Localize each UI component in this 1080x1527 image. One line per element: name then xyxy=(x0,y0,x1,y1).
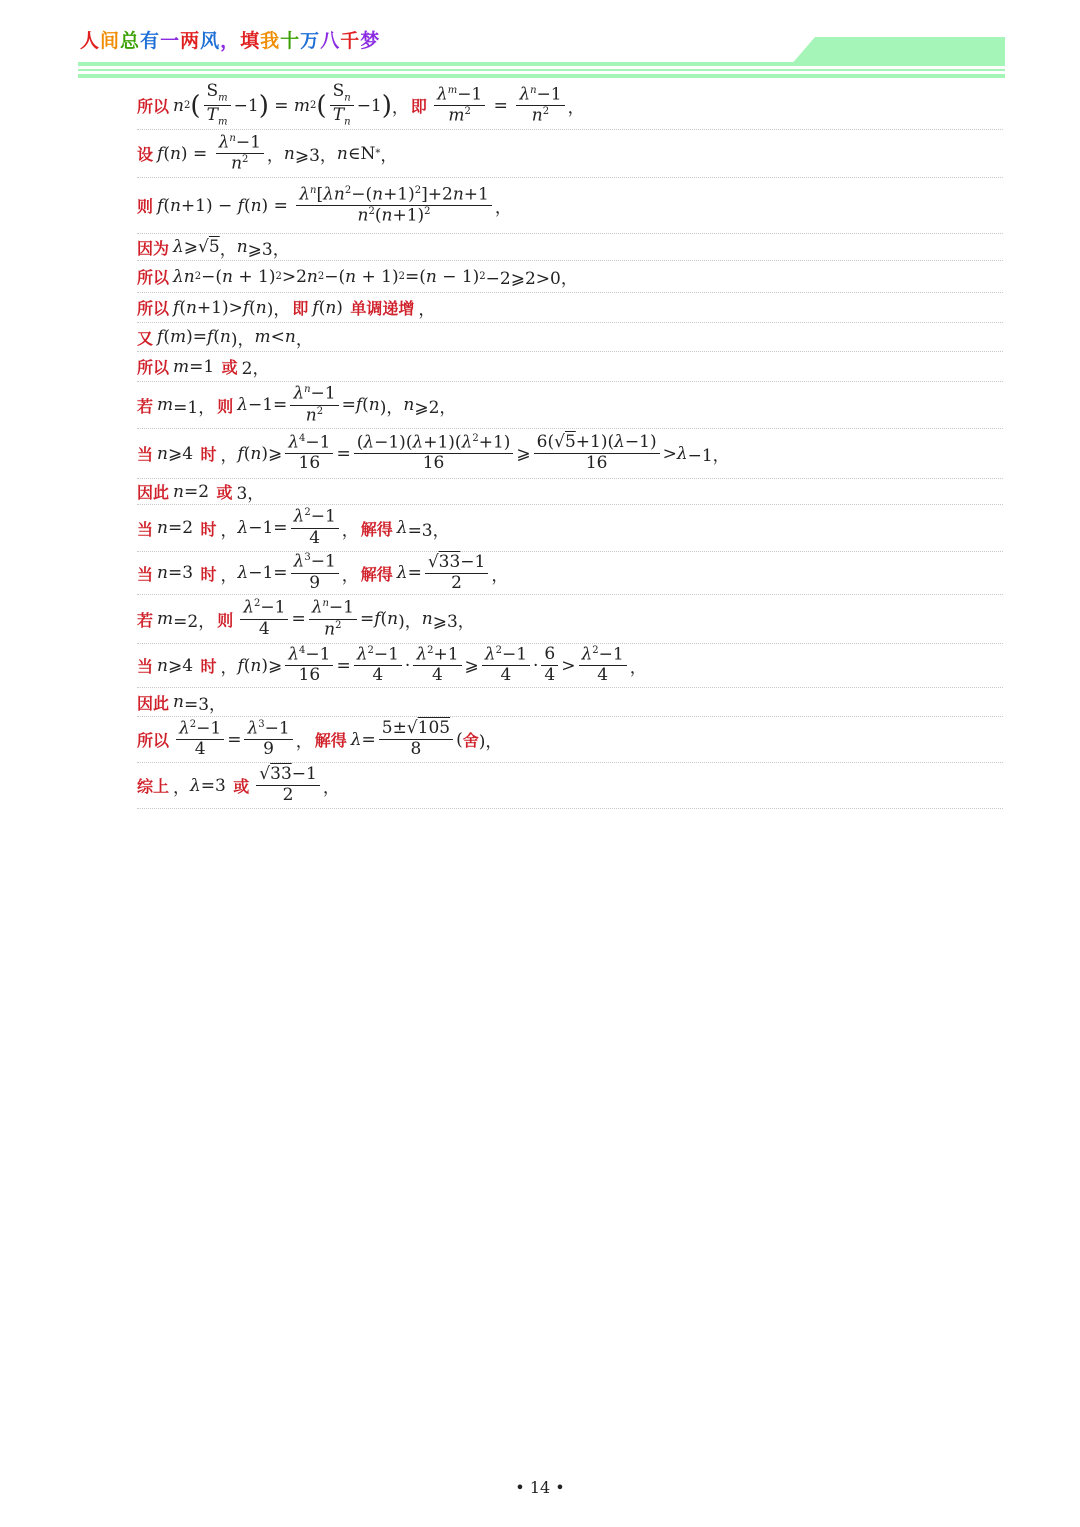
solution-line xyxy=(137,644,1003,688)
math-expression: ， f ( n )⩾ $\frac{\lambda^4-1}{16}$ = $\frac{(\lambda-1)(\lambda+1)(\lambda^2+1)}{16}$ ⩾ $\frac{6(√5+1)(\lambda-1)}{16}$ > λ −1， xyxy=(220,432,730,474)
step-label: 当 xyxy=(137,519,154,539)
step-label: 所以 xyxy=(137,299,170,318)
math-expression: )， xyxy=(478,732,503,752)
step-label: 即 xyxy=(410,97,427,116)
math-expression: m =2， xyxy=(157,609,216,632)
solution-line xyxy=(137,382,1003,429)
math-expression: $\frac{\lambda^2-1}{4}$ = $\frac{\lambda^n-1}{n^2}$ = f ( n )， n ⩾3， xyxy=(237,599,475,639)
math-expression: f ( n ) xyxy=(312,297,349,318)
step-label: 当 xyxy=(137,445,154,464)
math-expression: n ⩾4 xyxy=(157,443,199,464)
math-expression: ， λ −1= $\frac{\lambda^2-1}{4}$ ， xyxy=(220,506,359,548)
step-label: 所以 xyxy=(137,268,170,287)
math-expression: λ =3， xyxy=(396,518,450,541)
page-number: • 14 • xyxy=(515,1478,565,1497)
math-expression: n ⩾4 xyxy=(157,655,199,676)
math-expression: λ ⩾√ 5 ， n ⩾3， xyxy=(173,237,290,260)
step-label: 因此 xyxy=(137,483,170,502)
math-expression: $\frac{\lambda^2-1}{4}$ = $\frac{\lambda^3-1}{9}$ ， xyxy=(173,720,313,759)
math-expression: 2， xyxy=(241,359,270,379)
page-header xyxy=(0,0,1080,90)
math-expression: $\frac{\lambda^m-1}{m^2}$ = $\frac{\lambda^n-1}{n^2}$ ， xyxy=(431,86,585,126)
math-expression: n =3， xyxy=(173,692,227,715)
step-label: 当 xyxy=(137,657,154,676)
step-label: 所以 xyxy=(137,358,170,377)
step-label: 或 xyxy=(221,358,238,377)
step-label: 或 xyxy=(233,777,250,796)
step-label: 即 xyxy=(292,299,309,318)
step-label: 则 xyxy=(137,197,154,216)
step-label: 解得 xyxy=(360,564,393,584)
solution-line xyxy=(137,688,1003,717)
solution-line xyxy=(137,82,1003,130)
math-expression: ， f ( n )⩾ $\frac{\lambda^4-1}{16}$ = $\frac{\lambda^2-1}{4}$ · $\frac{\lambda^2+1}{4}$ ⩾ $\frac{\lambda^2-1}{4}$ · $\frac{6}{4}$ > $\frac{\lambda^2-1}{4}$ ， xyxy=(220,644,647,686)
math-expression: n =2 xyxy=(157,518,199,538)
step-label: 因为 xyxy=(137,238,170,258)
solution-line xyxy=(137,261,1003,293)
solution-line xyxy=(137,178,1003,234)
math-expression: n =2 xyxy=(173,481,215,502)
solution-line xyxy=(137,130,1003,178)
step-label: 时 xyxy=(200,445,217,464)
solution-line xyxy=(137,323,1003,352)
solution-line xyxy=(137,717,1003,763)
solution-body xyxy=(137,82,1003,809)
math-expression: f ( m )= f ( n )， m < n ， xyxy=(157,327,313,350)
solution-line xyxy=(137,505,1003,552)
step-label: 当 xyxy=(137,564,154,584)
solution-line xyxy=(137,595,1003,644)
step-label: 因此 xyxy=(137,693,170,713)
math-expression: m =1， xyxy=(157,395,216,418)
math-expression: f ( n +1)> f ( n )， xyxy=(173,297,291,320)
header-motto: 人间总有一两风，填我十万八千梦 xyxy=(80,30,381,52)
math-expression: ， λ −1= $\frac{\lambda^3-1}{9}$ ， xyxy=(220,551,359,593)
step-label: 所以 xyxy=(137,97,170,116)
step-label: 则 xyxy=(217,396,234,416)
step-label: 又 xyxy=(137,328,154,348)
solution-line xyxy=(137,234,1003,261)
step-label: 若 xyxy=(137,610,154,630)
solution-line xyxy=(137,352,1003,382)
step-label: 则 xyxy=(217,610,234,630)
step-label: 舍 xyxy=(462,731,479,750)
solution-line xyxy=(137,479,1003,505)
step-label: 若 xyxy=(137,396,154,416)
math-expression: ， λ =3 xyxy=(173,775,232,798)
step-label: 综上 xyxy=(137,777,170,796)
math-expression: λn 2 −( n + 1) 2 >2 n 2 −( n + 1) 2 =( n − 1) 2 −2⩾2>0， xyxy=(173,266,578,289)
solution-line xyxy=(137,429,1003,479)
step-label: 单调递增 xyxy=(350,299,415,318)
step-label: 时 xyxy=(200,519,217,539)
step-label: 设 xyxy=(137,145,154,164)
math-expression: λ = $\frac{5\pm√105}{8}$ ( xyxy=(350,718,463,759)
step-label: 解得 xyxy=(314,731,347,750)
step-label: 时 xyxy=(200,564,217,584)
math-expression: m =1 xyxy=(173,356,220,377)
math-expression: λ −1= $\frac{\lambda^n-1}{n^2}$ = f ( n )， n ⩾2， xyxy=(237,383,457,426)
math-expression: $\frac{√33-1}{2}$ ， xyxy=(253,766,340,805)
solution-line xyxy=(137,552,1003,595)
math-expression: ， xyxy=(418,300,436,320)
solution-line xyxy=(137,763,1003,809)
math-expression: f ( n ) = $\frac{\lambda^n-1}{n^2}$ ， n ⩾3， n ∈N * ， xyxy=(157,132,398,174)
math-expression: 3， xyxy=(236,484,265,504)
solution-line xyxy=(137,293,1003,323)
math-expression: f ( n +1) − f ( n ) = $\frac{\lambda^n[\lambda n^2-(n+1)^2]+2n+1}{n^2(n+1)^2}$ ， xyxy=(157,184,512,226)
math-expression: n 2 ( $\frac{S_m}{T_m}$ −1 ) = m 2 ( $\frac{S_n}{T_n}$ −1 ) ， xyxy=(173,81,409,128)
step-label: 解得 xyxy=(360,519,393,539)
step-label: 时 xyxy=(200,657,217,676)
math-expression: n =3 xyxy=(157,563,199,583)
step-label: 所以 xyxy=(137,731,170,750)
math-expression: λ = $\frac{√33-1}{2}$ ， xyxy=(396,551,509,593)
step-label: 或 xyxy=(216,483,233,502)
